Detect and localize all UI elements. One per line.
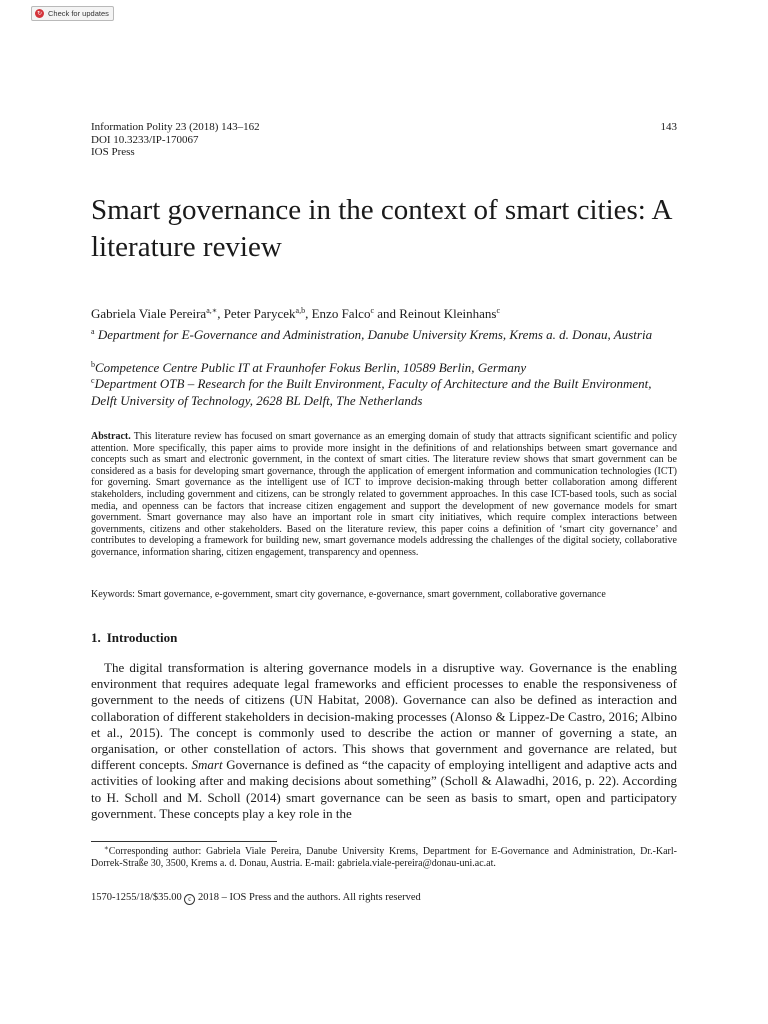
- paragraph-text: Governance is defined as “the capacity of employing intelligent and adaptive acts and activities of looking after and making decisions about something” (Scholl & Alawadhi, 2016, p. 22). According to H. Scholl and M. Scholl (2014) smart governance can be seen as basis to smart, open and participatory government. These concepts play a key role in the: [91, 757, 678, 821]
- author-affiliation-mark: a,∗: [206, 306, 218, 315]
- footnote-divider: [91, 841, 277, 842]
- author-affiliation-mark: c: [496, 306, 500, 315]
- affiliation-mark: b: [91, 360, 95, 369]
- section-title: Introduction: [106, 630, 178, 645]
- paper-title: Smart governance in the context of smart cities: A literature review: [91, 194, 671, 263]
- affiliation-text: Department OTB – Research for the Built Environment, Faculty of Architecture and the Built Environment, Delft University of Technology, 2628 BL Delft, The Netherlands: [91, 376, 652, 408]
- body-paragraph: [91, 660, 677, 822]
- page-number: 143: [660, 121, 677, 133]
- footnote: [91, 846, 677, 869]
- abstract: [91, 431, 677, 559]
- author-name: Reinout Kleinhans: [399, 306, 497, 321]
- copyright-text: 2018 – IOS Press and the authors. All rights reserved: [197, 892, 421, 903]
- author-list: [91, 305, 681, 322]
- abstract-label: Abstract.: [91, 431, 131, 442]
- author-separator: and: [374, 306, 400, 321]
- paragraph-text: The digital transformation is altering governance models in a disruptive way. Governance is the enabling environment that requires adequate legal frameworks and efficient processes to enable the responsiveness of government to the needs of citizens (UN Habitat, 2008). Governance can also be defined as interaction and collaboration of different stakeholders in decision-making processes (Alonso & Lippez-De Castro, 2016; Albino et al., 2015). The concept is commonly used to describe the action or manner of governing a state, an organisation, or other constellation of actors. This shows that government and governance are related, but different concepts.: [91, 660, 677, 773]
- keywords-text: Smart governance, e-government, smart city governance, e-governance, smart government, collaborative governance: [137, 589, 606, 600]
- section-number: 1.: [91, 630, 101, 645]
- update-icon: ↻: [36, 10, 43, 17]
- author-name: Enzo Falco: [311, 306, 371, 321]
- keywords: [91, 589, 691, 601]
- affiliation-a: [91, 327, 677, 344]
- section-heading: [91, 630, 177, 646]
- footnote-mark: ∗: [104, 844, 109, 852]
- affiliation-text: Department for E-Governance and Administration, Danube University Krems, Krems a. d. Donau, Austria: [94, 327, 653, 342]
- journal-info: [91, 121, 260, 159]
- affiliation-c: [91, 376, 677, 409]
- affiliation-b: [91, 360, 677, 377]
- copyright-line: [91, 892, 421, 905]
- author-affiliation-mark: c: [370, 306, 375, 315]
- footnote-text: Corresponding author: Gabriela Viale Pereira, Danube University Krems, Department for E-Governance and Administration, Dr.-Karl-Dorrek-Straße 30, 3500, Krems a. d. Donau, Austria. E-mail: gabriela.viale-pereira@donau-uni.ac.at.: [91, 846, 677, 869]
- affiliation-text: Competence Centre Public IT at Fraunhofer Fokus Berlin, 10589 Berlin, Germany: [95, 360, 527, 375]
- abstract-text: This literature review has focused on smart governance as an emerging domain of study that attracts significant scientific and policy attention. More specifically, this paper aims to provide more insight in the definitions of and relationships between smart governance and concepts such as smart and electronic government, in the context of smart cities. The literature review shows that smart government can be considered as a basis for developing smart governance, through the application of emergent information and communication technologies (ICT) for governing. Smart governance as the intelligent use of ICT to improve decision-making through better collaboration among different stakeholders, including government and citizens, can be strongly related to government approaches. In this case ICT-based tools, such as social media, and openness can be factors that increase citizen engagement and support the development of new governance models for smart government. Smart governance may also have an important role in smart city initiatives, which require complex interactions between governments, citizens and other stakeholders. Based on the literature review, this paper coins a definition of ‘smart city governance’ and contributes to developing a framework for building new, smart governance models addressing the challenges of the digital society, collaborative governance, information sharing, citizen engagement, transparency and openness.: [91, 431, 677, 558]
- journal-line: Information Polity 23 (2018) 143–162: [91, 121, 260, 133]
- author-separator: ,: [217, 306, 224, 321]
- author-name: Peter Parycek: [223, 306, 296, 321]
- emphasis-text: Smart: [191, 757, 223, 773]
- author-separator: ,: [305, 306, 312, 321]
- author-name: Gabriela Viale Pereira: [91, 306, 207, 321]
- check-for-updates-button[interactable]: [31, 6, 114, 21]
- affiliation-mark: c: [91, 376, 95, 385]
- publisher-line: IOS Press: [91, 146, 135, 158]
- copyright-icon: c: [184, 894, 195, 905]
- keywords-label: Keywords:: [91, 589, 135, 600]
- author-affiliation-mark: a,b: [295, 306, 306, 315]
- affiliation-mark: a: [91, 327, 95, 336]
- doi-line: DOI 10.3233/IP-170067: [91, 133, 199, 146]
- check-for-updates-label: Check for updates: [48, 9, 109, 18]
- copyright-issn: 1570-1255/18/$35.00: [91, 892, 182, 903]
